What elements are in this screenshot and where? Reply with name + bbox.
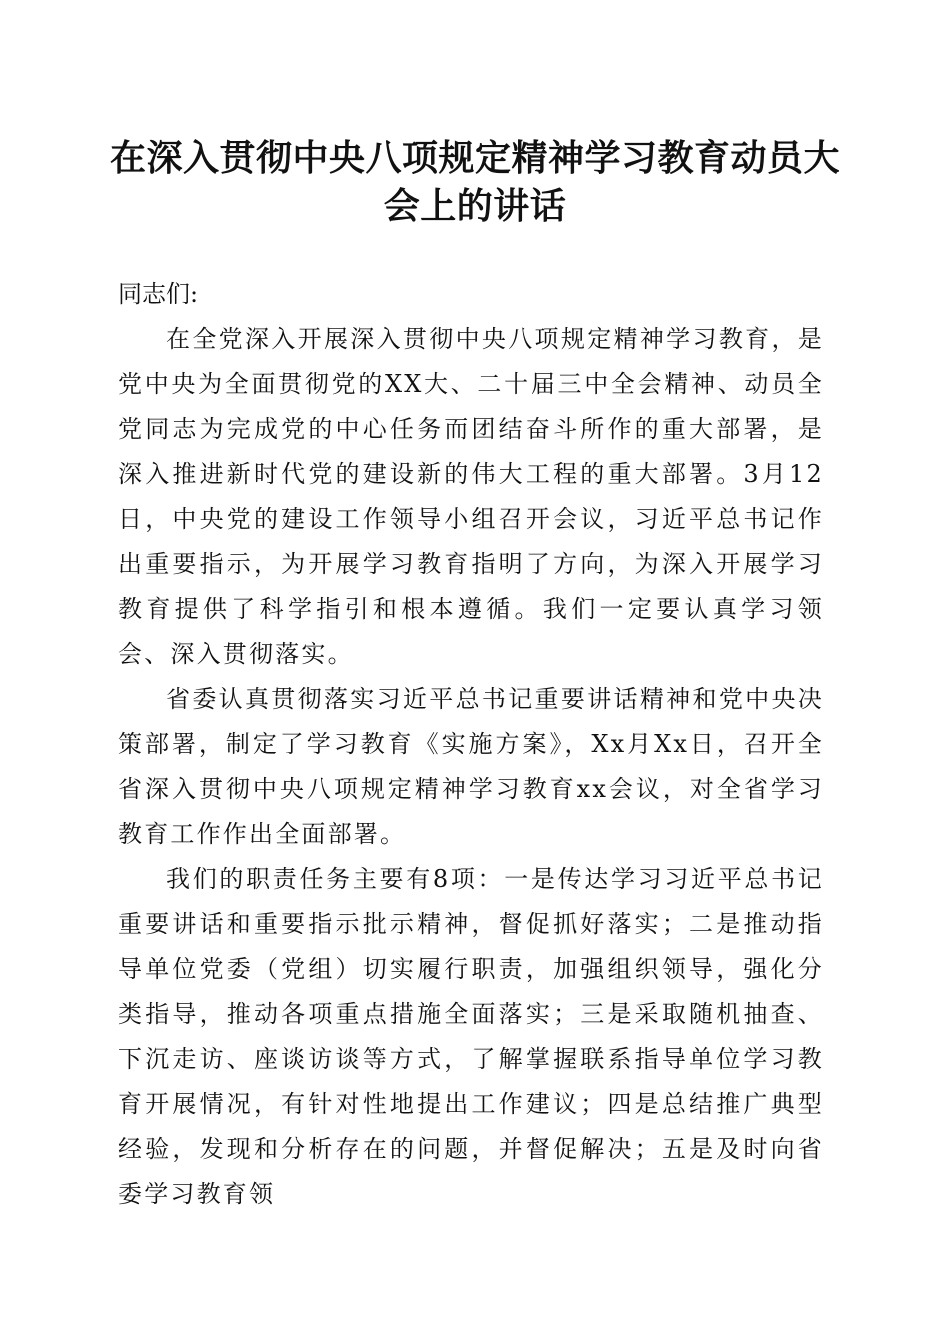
paragraph-2: 省委认真贯彻落实习近平总书记重要讲话精神和党中央决策部署，制定了学习教育《实施方案》，Xx月Xx日，召开全省深入贯彻中央八项规定精神学习教育xx会议，对全省学习教育工作作出全面部署。 xyxy=(118,685,824,848)
document-body xyxy=(118,272,824,1217)
document-title: 在深入贯彻中央八项规定精神学习教育动员大会上的讲话 xyxy=(110,137,841,227)
salutation: 同志们: xyxy=(118,280,199,308)
paragraph-3: 我们的职责任务主要有8项：一是传达学习习近平总书记重要讲话和重要指示批示精神，督促抓好落实；二是推动指导单位党委（党组）切实履行职责，加强组织领导，强化分类指导，推动各项重点措施全面落实；三是采取随机抽查、下沉走访、座谈访谈等方式，了解掌握联系指导单位学习教育开展情况，有针对性地提出工作建议；四是总结推广典型经验，发现和分析存在的问题，并督促解决；五是及时向省委学习教育领 xyxy=(118,865,824,1208)
paragraph-1: 在全党深入开展深入贯彻中央八项规定精神学习教育，是党中央为全面贯彻党的XX大、二十届三中全会精神、动员全党同志为完成党的中心任务而团结奋斗所作的重大部署，是深入推进新时代党的建设新的伟大工程的重大部署。3月12日，中央党的建设工作领导小组召开会议，习近平总书记作出重要指示，为开展学习教育指明了方向，为深入开展学习教育提供了科学指引和根本遵循。我们一定要认真学习领会、深入贯彻落实。 xyxy=(118,325,824,668)
